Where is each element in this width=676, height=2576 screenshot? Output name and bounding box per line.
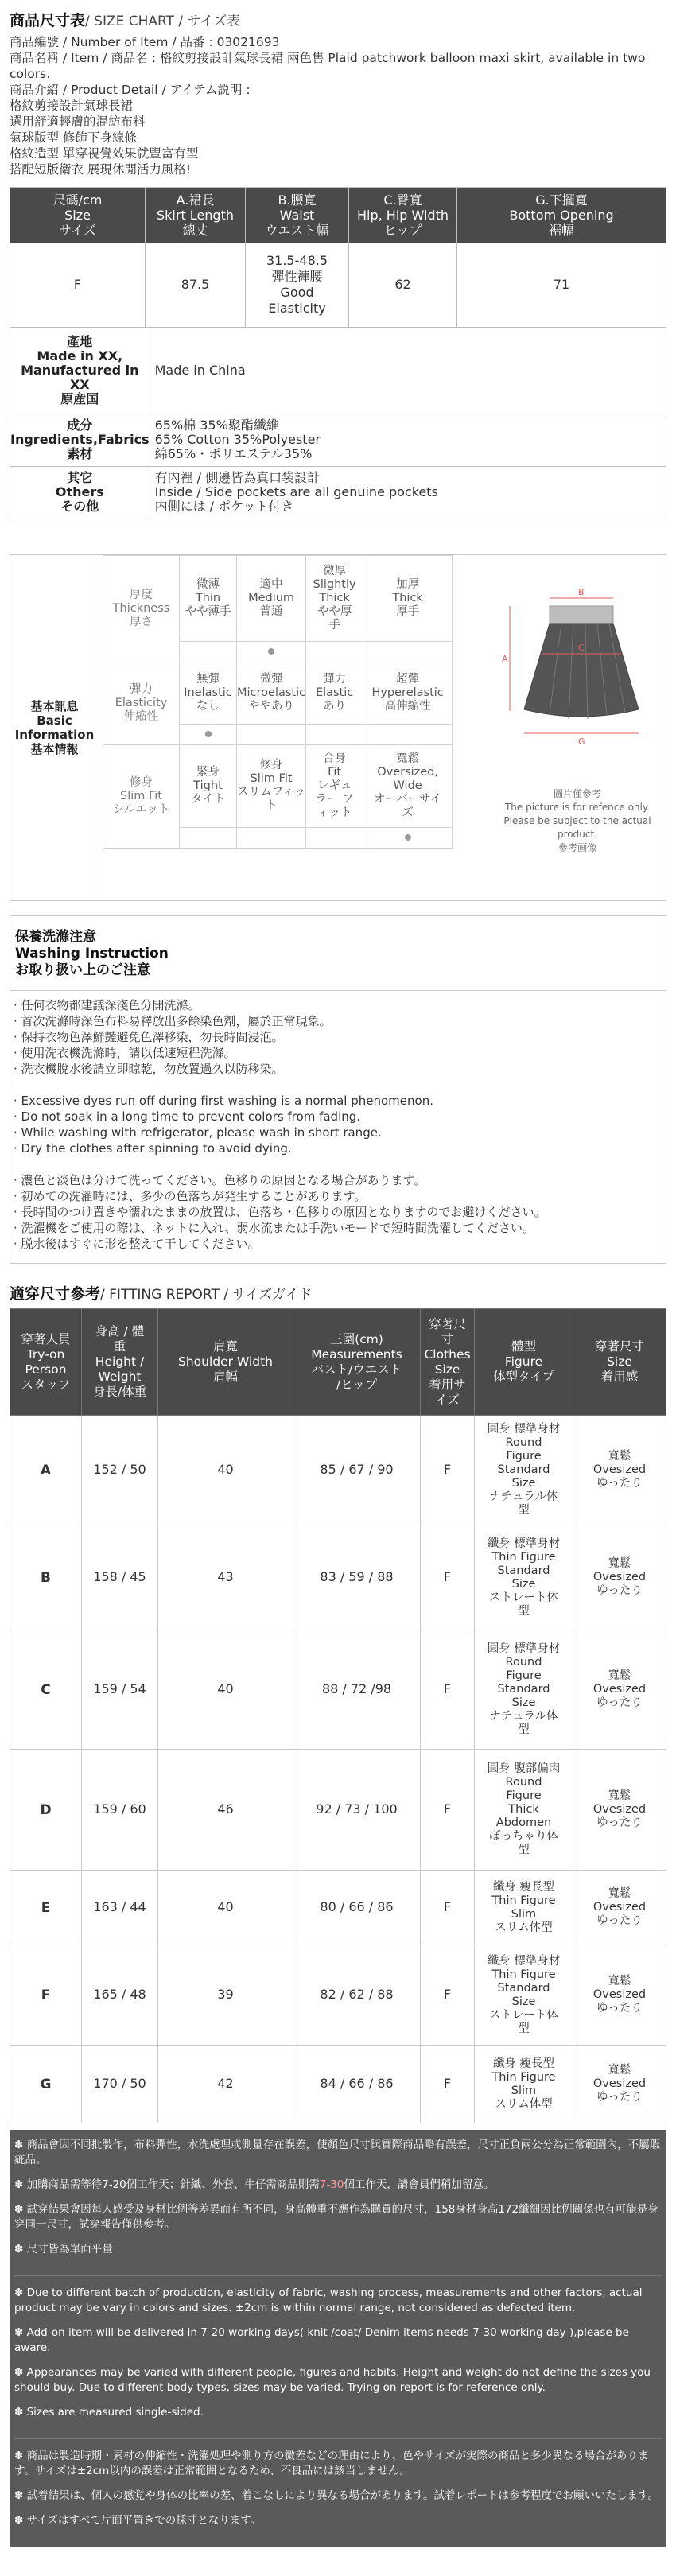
- title: 商品尺寸表: [10, 12, 86, 29]
- skirt-diagram-icon: [494, 574, 661, 781]
- fitting-subtitle: / FITTING REPORT / サイズガイド: [100, 1286, 313, 1303]
- item-number: 商品編號 / Number of Item / 品番 : 03021693: [10, 34, 280, 49]
- height-weight: 159 / 60: [82, 1750, 158, 1871]
- letter-c: C: [578, 642, 585, 653]
- measurements: 82 / 62 / 88: [293, 1945, 421, 2046]
- header-waist: B.腰寬 Waist ウエスト幅: [246, 187, 349, 243]
- others-row: [10, 466, 666, 519]
- note-line: ✽ Add-on item will be delivered in 7-20 working days( knit /coat/ Denim items needs 7-30 working day ),please be aware.: [14, 2326, 629, 2355]
- clothes-size: F: [421, 1630, 475, 1750]
- fitting-table: [10, 1308, 666, 2123]
- fitting-title: [0, 1264, 676, 1309]
- shoulder-width: 39: [158, 1945, 293, 2046]
- fabric-label: 成分 Ingredients,Fabrics 素材: [10, 414, 150, 466]
- figure: 纖身 標準身材 Thin Figure Standard Size ストレート体 型: [475, 1945, 573, 2046]
- dot-cell: [306, 641, 363, 662]
- letter-b: B: [578, 586, 585, 597]
- elasticity-elastic: 彈力 Elastic あり: [306, 662, 363, 724]
- selected-dot: [268, 648, 274, 655]
- height-weight: 165 / 48: [82, 1945, 158, 2046]
- size-table-header: [10, 187, 666, 243]
- height-weight: 163 / 44: [82, 1871, 158, 1945]
- length-cell: 87.5: [146, 243, 246, 327]
- height-weight: 158 / 45: [82, 1525, 158, 1630]
- fitting-header: [10, 1309, 666, 1416]
- measurements: 85 / 67 / 90: [293, 1416, 421, 1525]
- note-line: ✽ 試着結果は、個人の感覚や身体の比率の差、着こなしにより異なる場合があります。試着レポートは参考程度でお願いいたします。: [14, 2489, 659, 2503]
- waistband-shape: [550, 606, 613, 624]
- dot-cell: [306, 827, 363, 848]
- selected-dot: [405, 834, 411, 841]
- note-line: ✽ Appearances may be varied with different people, figures and habits. Height and weight do not define the sizes you should buy. Due to different body types, sizes may be varied. Trying on report is for reference only.: [14, 2366, 651, 2395]
- notes-panel: [10, 2130, 666, 2547]
- hip-cell: 62: [349, 243, 457, 327]
- detail-heading: 商品介紹 / Product Detail / アイテム説明 :: [10, 82, 251, 97]
- dot-cell: [180, 827, 237, 848]
- fitting-row: [10, 1871, 666, 1945]
- basic-info-panel: [10, 554, 666, 901]
- fitting-row: [10, 2046, 666, 2123]
- detail-line: 格紋造型 單穿視覺效果就豐富有型: [10, 146, 199, 161]
- shoulder-width: 43: [158, 1525, 293, 1630]
- dot-cell: [363, 641, 453, 662]
- size-table: [10, 187, 666, 328]
- note-line: ✽ 加購商品需等待7-20個工作天；針織、外套、牛仔需商品則需7-30個工作天，請會員們稍加留意。: [14, 2178, 495, 2192]
- size-cell: F: [10, 243, 146, 327]
- height-weight: 170 / 50: [82, 2046, 158, 2123]
- fitting-row: [10, 1525, 666, 1630]
- header-size: 尺碼/cm Size サイズ: [10, 187, 146, 243]
- note-line: ✽ 商品は製造時期・素材の伸縮性・洗濯処理や測り方の微差などの理由により、色やサイズが実際の商品と多少異なる場合がありま す。サイズは±2cm以内の誤差は正常範囲となるため、不良品には該当しません。: [14, 2450, 649, 2478]
- fit-feel: 寬鬆 Ovesized ゆったり: [573, 2046, 666, 2123]
- basic-info-grid: [103, 555, 453, 849]
- thickness-slightly-thick: 微厚 Slightly Thick やや厚 手: [306, 555, 363, 641]
- fitting-row: [10, 1945, 666, 2046]
- person-id: G: [10, 2046, 82, 2123]
- skirt-illustration: [494, 574, 661, 884]
- person-id: F: [10, 1945, 82, 2046]
- header-figure: 體型 Figure 体型タイプ: [475, 1309, 573, 1416]
- header-length: A.裙長 Skirt Length 總丈: [146, 187, 246, 243]
- measurements: 88 / 72 /98: [293, 1630, 421, 1750]
- figure: 纖身 標準身材 Thin Figure Standard Size ストレート体 型: [475, 1525, 573, 1630]
- fit-feel: 寬鬆 Ovesized ゆったり: [573, 1525, 666, 1630]
- shoulder-width: 46: [158, 1750, 293, 1871]
- fit-slim: 修身 Slim Fit スリムフィッ ト: [237, 744, 306, 827]
- origin-label: 產地 Made in XX, Manufactured in XX 原産国: [10, 328, 150, 414]
- note-line: ✽ 尺寸皆為單面平量: [14, 2243, 113, 2256]
- others-label: 其它 Others その他: [10, 466, 150, 519]
- header-height-weight: 身高 / 體 重 Height / Weight 身長/体重: [82, 1309, 158, 1416]
- note-line: ✽ Sizes are measured single-sided.: [14, 2406, 204, 2419]
- note-line: ✽ 商品會因不同批製作，布料彈性，水洗處理或測量存在誤差，使顏色尺寸與實際商品略有誤差，尺寸正負兩公分為正常範圍內，不屬瑕疵品。: [14, 2139, 661, 2167]
- header-measurements: 三圍(cm) Measurements バスト/ウエスト /ヒップ: [293, 1309, 421, 1416]
- washing-line: · Do not soak in a long time to prevent colors from fading.: [14, 1109, 361, 1124]
- person-id: B: [10, 1525, 82, 1630]
- waist-cell: 31.5-48.5 彈性褲腰 Good Elasticity: [246, 243, 349, 327]
- clothes-size: F: [421, 1945, 475, 2046]
- header-clothes-size: 穿著尺 寸 Clothes Size 着用サ イズ: [421, 1309, 475, 1416]
- washing-line: · 使用洗衣機洗滌時，請以低速短程洗滌。: [14, 1045, 236, 1060]
- washing-line: · 脱水後はすぐに形を整えて干してください。: [14, 1236, 260, 1251]
- material-table: [10, 328, 666, 519]
- illustration-caption: 圖片僅參考 The picture is for refence only. Please be subject to the actual product. 參考画像: [503, 787, 651, 853]
- measurements: 92 / 73 / 100: [293, 1750, 421, 1871]
- fit-row: [103, 744, 453, 827]
- dot-cell: [180, 724, 237, 744]
- figure: 圓身 腹部偏肉 Round Figure Thick Abdomen ぽっちゃり体 型: [475, 1750, 573, 1871]
- detail-line: 搭配短版衛衣 展現休閒活力風格!: [10, 161, 192, 177]
- elasticity-label: 彈力 Elasticity 伸縮性: [103, 662, 180, 744]
- fit-feel: 寬鬆 Ovesized ゆったり: [573, 1871, 666, 1945]
- dot-cell: [363, 724, 453, 744]
- figure: 纖身 瘦長型 Thin Figure Slim スリム体型: [475, 1871, 573, 1945]
- letter-a: A: [502, 653, 508, 664]
- detail-line: 選用舒適輕膚的混紡布料: [10, 114, 146, 129]
- detail-line: 格紋剪接設計氣球長裙: [10, 98, 134, 113]
- fit-feel: 寬鬆 Ovesized ゆったり: [573, 1750, 666, 1871]
- thickness-thick: 加厚 Thick 厚手: [363, 555, 453, 641]
- washing-line: · 洗濯機をご使用の際は、ネットに入れ、弱水流または手洗いモードで短時間洗濯してください。: [14, 1220, 534, 1235]
- fit-feel: 寬鬆 Ovesized ゆったり: [573, 1630, 666, 1750]
- fitting-row: [10, 1750, 666, 1871]
- divider: [14, 2267, 662, 2276]
- header-fit-feel: 穿著尺寸 Size 着用感: [573, 1309, 666, 1416]
- shoulder-width: 40: [158, 1416, 293, 1525]
- dot-cell: [237, 641, 306, 662]
- note-line: ✽ サイズはすべて片面平置きでの採寸となります。: [14, 2514, 262, 2527]
- dot-cell: [180, 641, 237, 662]
- dot-cell: [363, 827, 453, 848]
- clothes-size: F: [421, 1525, 475, 1630]
- elasticity-micro: 微彈 Microelastic ややあり: [237, 662, 306, 724]
- fabric-row: [10, 414, 666, 466]
- fit-oversized: 寬鬆 Oversized, Wide オーバーサイ ズ: [363, 744, 453, 827]
- fit-tight: 緊身 Tight タイト: [180, 744, 237, 827]
- header-person: 穿著人員 Try-on Person スタッフ: [10, 1309, 82, 1416]
- basic-info-label: 基本訊息 Basic Information 基本情報: [10, 555, 99, 900]
- header-bottom: G.下擺寬 Bottom Opening 裾幅: [457, 187, 666, 243]
- thickness-row: [103, 555, 453, 641]
- fit-feel: 寬鬆 Ovesized ゆったり: [573, 1416, 666, 1525]
- washing-line: · Dry the clothes after spinning to avoid dying.: [14, 1140, 292, 1156]
- person-id: E: [10, 1871, 82, 1945]
- washing-line: · 保持衣物色澤鮮豔避免色澤移染，勿長時間浸泡。: [14, 1029, 284, 1044]
- height-weight: 152 / 50: [82, 1416, 158, 1525]
- others-value: 有內裡 / 側邊皆為真口袋設計 Inside / Side pockets are all genuine pockets 内側には / ポケット付き: [150, 466, 666, 519]
- measurements: 84 / 66 / 86: [293, 2046, 421, 2123]
- measurements: 83 / 59 / 88: [293, 1525, 421, 1630]
- washing-zh: [14, 997, 662, 1077]
- figure: 圓身 標準身材 Round Figure Standard Size ナチュラル体 型: [475, 1416, 573, 1525]
- clothes-size: F: [421, 1871, 475, 1945]
- washing-panel: [10, 915, 666, 1264]
- figure: 圓身 標準身材 Round Figure Standard Size ナチュラル体 型: [475, 1630, 573, 1750]
- washing-heading: 保養洗滌注意 Washing Instruction お取り扱い上のご注意: [10, 916, 666, 991]
- shoulder-width: 42: [158, 2046, 293, 2123]
- detail-line: 氣球版型 修飾下身線條: [10, 130, 137, 145]
- washing-line: · 濃色と淡色は分けて洗ってください。色移りの原因となる場合があります。: [14, 1172, 426, 1187]
- product-info: [0, 34, 676, 177]
- washing-line: · While washing with refrigerator, please wash in short range.: [14, 1125, 382, 1140]
- header-hip: C.臀寬 Hip, Hip Width ヒップ: [349, 187, 457, 243]
- fitting-title-text: 適穿尺寸參考: [10, 1284, 101, 1303]
- height-weight: 159 / 54: [82, 1630, 158, 1750]
- dot-cell: [237, 827, 306, 848]
- size-row: [10, 243, 666, 327]
- clothes-size: F: [421, 1416, 475, 1525]
- header-shoulder: 肩寬 Shoulder Width 肩幅: [158, 1309, 293, 1416]
- washing-en: [14, 1093, 662, 1156]
- subtitle: / SIZE CHART / サイズ表: [85, 14, 241, 29]
- fit-feel: 寬鬆 Ovesized ゆったり: [573, 1945, 666, 2046]
- washing-line: · 任何衣物都建議深淺色分開洗滌。: [14, 997, 200, 1012]
- note-line: ✽ 試穿結果會因每人感受及身材比例等差異而有所不同，身高體重不應作為購買的尺寸，158身材身高172纖細因比例關係也有可能是身穿同一尺寸，試穿報告僅供參考。: [14, 2203, 659, 2232]
- size-chart-title: [0, 0, 676, 34]
- fabric-value: 65%棉 35%聚酯纖維 65% Cotton 35%Polyester 綿65%・ポリエステル35%: [150, 414, 666, 466]
- fitting-row: [10, 1630, 666, 1750]
- figure: 纖身 瘦長型 Thin Figure Slim スリム体型: [475, 2046, 573, 2123]
- divider: [14, 2430, 662, 2439]
- elasticity-hyper: 超彈 Hyperelastic 高伸縮性: [363, 662, 453, 724]
- washing-line: · 洗衣機脫水後請立即晾乾，勿放置過久以防移染。: [14, 1061, 284, 1076]
- thickness-label: 厚度 Thickness 厚さ: [103, 555, 180, 662]
- washing-line: · 首次洗滌時深色布料易釋放出多餘染色劑，屬於正常現象。: [14, 1013, 332, 1028]
- elasticity-row: [103, 662, 453, 724]
- skirt-body-shape: [524, 624, 639, 717]
- washing-line: · 初めての洗濯時には、多少の色落ちが発生することがあります。: [14, 1188, 367, 1203]
- dot-cell: [306, 724, 363, 744]
- letter-g: G: [578, 736, 585, 747]
- fit-label: 修身 Slim Fit シルエット: [103, 744, 180, 848]
- origin-value: Made in China: [150, 328, 666, 414]
- shoulder-width: 40: [158, 1871, 293, 1945]
- person-id: A: [10, 1416, 82, 1525]
- note-line: ✽ Due to different batch of production, elasticity of fabric, washing process, measurements and other factors, actual product may be vary in colors and sizes. ±2cm is within normal range, not considered as defected item.: [14, 2287, 643, 2315]
- highlight-text: 7-30: [319, 2178, 344, 2192]
- bottom-cell: 71: [457, 243, 666, 327]
- washing-line: · Excessive dyes run off during first washing is a normal phenomenon.: [14, 1093, 433, 1108]
- clothes-size: F: [421, 2046, 475, 2123]
- origin-row: [10, 328, 666, 414]
- item-name: 商品名稱 / Item / 商品名 : 格紋剪接設計氣球長裙 兩色售 Plaid patchwork balloon maxi skirt, available in two colors.: [10, 50, 646, 81]
- dot-cell: [237, 724, 306, 744]
- washing-ja: [14, 1172, 662, 1252]
- elasticity-inelastic: 無彈 Inelastic なし: [180, 662, 237, 724]
- fitting-row: [10, 1416, 666, 1525]
- thickness-thin: 微薄 Thin やや薄手: [180, 555, 237, 641]
- person-id: D: [10, 1750, 82, 1871]
- thickness-medium: 適中 Medium 普通: [237, 555, 306, 641]
- measurements: 80 / 66 / 86: [293, 1871, 421, 1945]
- clothes-size: F: [421, 1750, 475, 1871]
- washing-body: [10, 991, 666, 1263]
- selected-dot: [205, 731, 212, 737]
- washing-line: · 長時間のつけ置きや濡れたままの放置は、色落ち・色移りの原因となりますのでお避けください。: [14, 1204, 546, 1219]
- fit-regular: 合身 Fit レギュ ラー フ ィット: [306, 744, 363, 827]
- shoulder-width: 40: [158, 1630, 293, 1750]
- person-id: C: [10, 1630, 82, 1750]
